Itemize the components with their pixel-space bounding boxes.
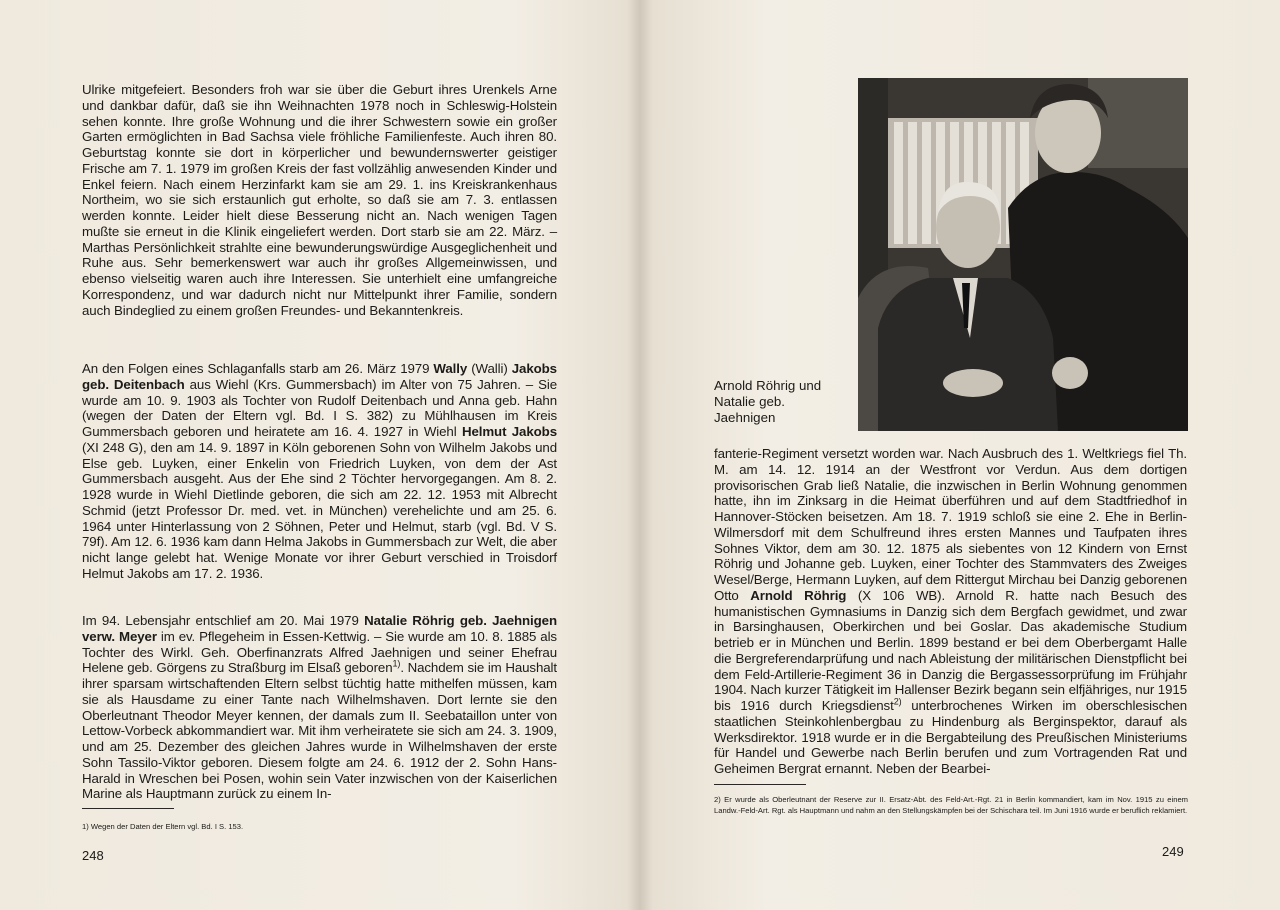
page-number-right: 249 xyxy=(1162,844,1184,859)
footnote-divider xyxy=(82,808,174,809)
left-page xyxy=(0,0,638,910)
footnote-2: 2) Er wurde als Oberleutnant der Reserve zur II. Ersatz-Abt. des Feld-Art.-Rgt. 21 in Berlin kommandiert, kam im Nov. 1915 zu einem Landw.-Feld-Art. Rgt. als Hauptmann und nahm an den Stellungskämpfen bei der Schischara teil. Im Juni 1916 wurde er beruflich reklamiert. xyxy=(714,795,1188,815)
right-page xyxy=(642,0,1280,910)
footnote-divider xyxy=(714,784,806,785)
photo-caption: Arnold Röhrig und Natalie geb. Jaehnigen xyxy=(714,378,822,425)
portrait-image xyxy=(858,78,1188,431)
footnote-1: 1) Wegen der Daten der Eltern vgl. Bd. I S. 153. xyxy=(82,822,244,831)
portrait-photo xyxy=(858,78,1188,431)
paragraph-natalie: Im 94. Lebensjahr entschlief am 20. Mai 1979 Natalie Röhrig geb. Jaehnigen verw. Meyer im ev. Pflegeheim in Essen-Kettwig. – Sie wurde am 10. 8. 1885 als Tochter des Wirkl. Geh. Oberfinanzrats Alfred Jaehnigen und seiner Ehefrau Helene geb. Görgens zu Straßburg im Elsaß geboren$^{1)}$. Nachdem sie im Haushalt ihrer sparsam wirtschaftenden Eltern selbst tüchtig hatte mithelfen müssen, kam sie als Hausdame zu einer Tante nach Wilhelmshaven. Dort lernte sie den Oberleutnant Theodor Meyer kennen, der damals zum II. Seebataillon unter von Lettow-Vorbeck abkommandiert war. Mit ihm verheiratete sie sich am 24. 3. 1909, und am 25. Dezember des gleichen Jahres wurde in Wilhelmshaven der erste Sohn Tassilo-Viktor geboren. Diesem folgte am 24. 6. 1912 der 2. Sohn Hans-Harald in Wreschen bei Posen, wohin sein Vater inzwischen von der Kaiserlichen Marine als Hauptmann zurück zu einem In- xyxy=(82,613,558,802)
paragraph-martha: Ulrike mitgefeiert. Besonders froh war sie über die Geburt ihres Urenkels Arne und dankbar dafür, daß sie ihn Weihnachten 1978 noch in Schleswig-Holstein sehen konnte. Ihre große Wohnung und die ihrer Schwestern sowie ein großer Garten ermöglichten in Bad Sachsa viele fröhliche Familienfeste. Auch ihren 80. Geburtstag konnte sie dort in körperlicher und bewundernswerter geistiger Frische am 7. 1. 1979 im großen Kreis der fast vollzählig anwesenden Kinder und Enkel feiern. Nach einem Herzinfarkt kam sie am 29. 1. ins Kreiskrankenhaus Northeim, wo sie sich erstaunlich gut erholte, so daß sie am 7. 3. entlassen werden konnte. Leider hielt diese Besserung nicht an. Nach wenigen Tagen mußte sie erneut in die Klinik eingeliefert werden. Dort starb sie am 22. März. – Marthas Persönlichkeit strahlte eine bewunderungswürdige Ausgeglichenheit und Ruhe aus. Sehr bemerkenswert war auch ihr großes Allgemeinwissen, und ebenso vielseitig waren auch ihre Interessen. Sie unterhielt eine umfangreiche Korrespondenz, und war dadurch nicht nur Mittelpunkt ihrer Familie, sondern auch Bindeglied zu einem großen Freundes- und Bekanntenkreis. xyxy=(82,82,557,318)
page-number-left: 248 xyxy=(82,848,104,863)
paragraph-continued: fanterie-Regiment versetzt worden war. Nach Ausbruch des 1. Weltkriegs fiel Th. M. am 14. 12. 1914 an der Westfront vor Verdun. Aus dem dortigen provisorischen Grab ließ Natalie, die inzwischen in Berlin Wohnung genommen hatte, ihn im Zinksarg in die Heimat überführen und auf dem Stadtfriedhof in Hannover-Stöcken beisetzen. Am 18. 7. 1919 schloß sie eine 2. Ehe in Berlin-Wilmersdorf mit dem Schulfreund ihres ersten Mannes und Taufpaten ihres Sohnes Viktor, dem am 30. 12. 1875 als siebentes von 12 Kindern von Ernst Röhrig und Johanne geb. Luyken, einer Tochter des Stammvaters des Zweiges Wesel/Berge, Hermann Luyken, auf dem Rittergut Mirchau bei Danzig geborenen Otto Arnold Röhrig (X 106 WB). Arnold R. hatte nach Besuch des humanistischen Gymnasiums in Danzig sich dem Bergfach gewidmet, und zwar in Barsinghausen, Oberkirchen und bei Goslar. Das akademische Studium betrieb er in München und Berlin. 1899 bestand er bei dem Oberbergamt Halle die Bergreferendarprüfung und nach Ableistung der militärischen Dienstpflicht bei dem Feld-Artillerie-Regiment 36 in Danzig die Bergassessorprüfung im Frühjahr 1904. Nach kurzer Tätigkeit im Hallenser Bezirk begann sein elfjähriges, nur 1915 bis 1916 durch Kriegsdienst$^{2)}$ unterbrochenes Wirken im oberschlesischen staatlichen Steinkohlenbergbau zu Hindenburg als Berginspektor, darauf als Werksdirektor. 1918 wurde er in die Bergabteilung des Preußischen Ministeriums für Handel und Gewerbe nach Berlin berufen und zum Vortragenden Rat und Geheimen Bergrat ernannt. Neben der Bearbei- xyxy=(714,446,1187,776)
paragraph-wally: An den Folgen eines Schlaganfalls starb am 26. März 1979 Wally (Walli) Jakobs geb. Deitenbach aus Wiehl (Krs. Gummersbach) im Alter von 75 Jahren. – Sie wurde am 10. 9. 1903 als Tochter von Rudolf Deitenbach und Anna geb. Hahn (wegen der Daten der Eltern vgl. Bd. I S. 382) zu Mühlhausen im Kreis Gummersbach geboren und heiratete am 16. 4. 1927 in Wiehl Helmut Jakobs (XI 248 G), den am 14. 9. 1897 in Köln geborenen Sohn von Wilhelm Jakobs und Else geb. Luyken, einer Enkelin von Friedrich Luyken, von dem der Ast Gummersbach ausgeht. Aus der Ehe sind 2 Töchter hervorgegangen. Am 8. 2. 1928 wurde in Wiehl Dietlinde geboren, die sich am 22. 12. 1953 mit Albrecht Schmid (jetzt Professor Dr. med. vet. in München) verehelichte und am 25. 6. 1964 unter Hinterlassung von 2 Söhnen, Peter und Helmut, starb (vgl. Bd. V S. 79f). Am 12. 6. 1936 kam dann Helma Jakobs in Gummersbach zur Welt, die aber nicht lange gelebt hat. Wenige Monate vor ihrer Geburt verschied in Troisdorf Helmut Jakobs am 17. 2. 1936. xyxy=(82,361,557,581)
